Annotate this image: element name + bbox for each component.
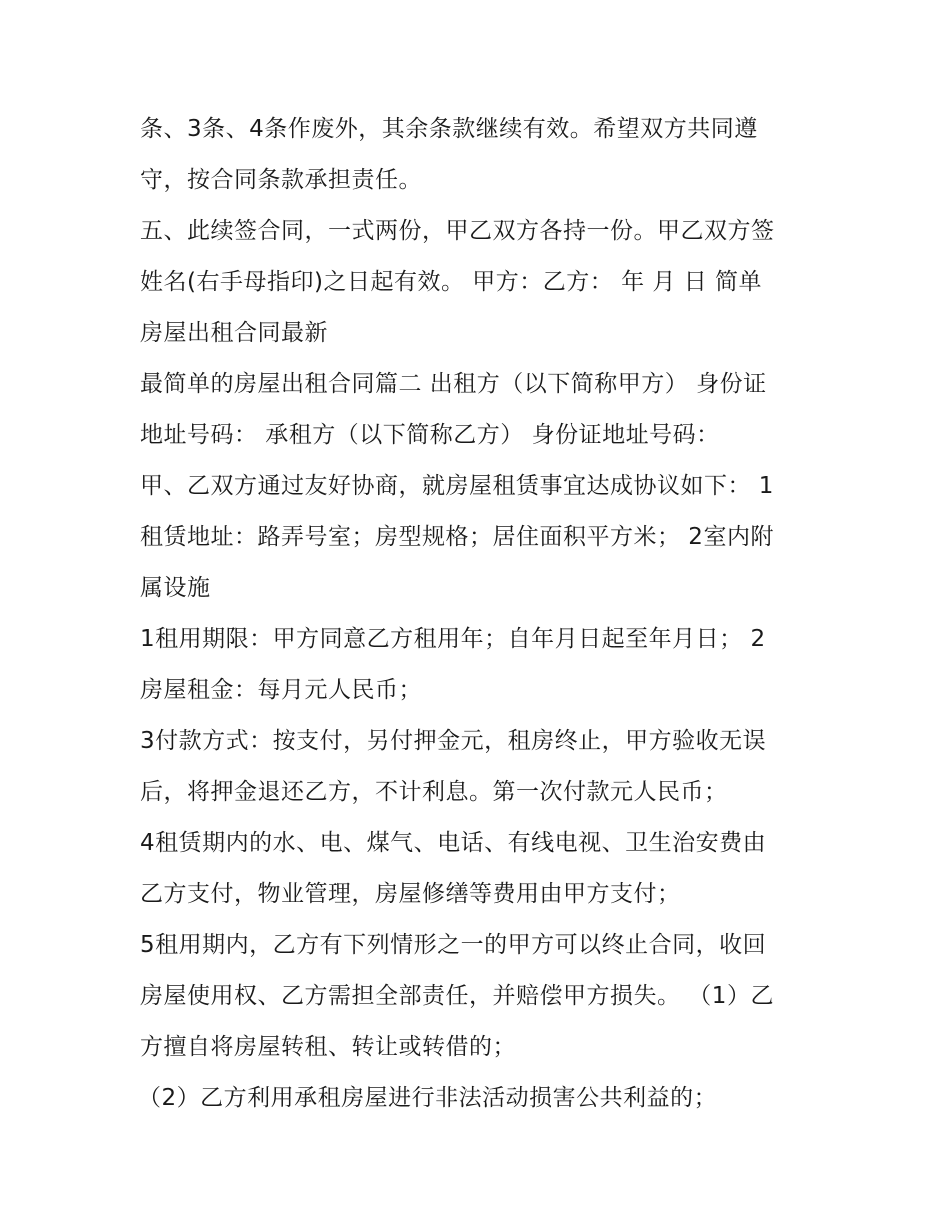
text-line: 房屋租金：每月元人民币； [140, 677, 422, 703]
text-line: 3付款方式：按支付，另付押金元，租房终止，甲方验收无误 [140, 728, 767, 754]
text-line: 属设施 [140, 575, 211, 601]
text-line: 1租用期限：甲方同意乙方租用年；自年月日起至年月日； 2 [140, 626, 766, 652]
text-line: 4租赁期内的水、电、煤气、电话、有线电视、卫生治安费由 [140, 830, 767, 856]
document-body [140, 104, 820, 1124]
text-line: 房屋使用权、乙方需担全部责任，并赔偿甲方损失。 （1）乙 [140, 983, 774, 1009]
text-line: 条、3条、4条作废外，其余条款继续有效。希望双方共同遵 [140, 116, 758, 142]
text-line: 方擅自将房屋转租、转让或转借的； [140, 1034, 516, 1060]
text-line: 后，将押金退还乙方，不计利息。第一次付款元人民币； [140, 779, 728, 805]
text-line: 守，按合同条款承担责任。 [140, 167, 422, 193]
text-line: 姓名(右手母指印)之日起有效。 甲方：乙方： 年 月 日 简单 [140, 269, 763, 295]
text-line: 租赁地址：路弄号室；房型规格；居住面积平方米； 2室内附 [140, 524, 774, 550]
text-line: 5租用期内，乙方有下列情形之一的甲方可以终止合同，收回 [140, 932, 767, 958]
text-line: 五、此续签合同，一式两份，甲乙双方各持一份。甲乙双方签 [140, 218, 775, 244]
text-line: 地址号码： 承租方（以下简称乙方） 身份证地址号码： [140, 422, 720, 448]
text-line: 甲、乙双方通过友好协商，就房屋租赁事宜达成协议如下： 1 [140, 473, 774, 499]
text-line: 房屋出租合同最新 [140, 320, 328, 346]
text-line: （2）乙方利用承租房屋进行非法活动损害公共利益的； [138, 1085, 718, 1111]
text-line: 最简单的房屋出租合同篇二 出租方（以下简称甲方） 身份证 [140, 371, 767, 397]
text-line: 乙方支付，物业管理，房屋修缮等费用由甲方支付； [140, 881, 681, 907]
